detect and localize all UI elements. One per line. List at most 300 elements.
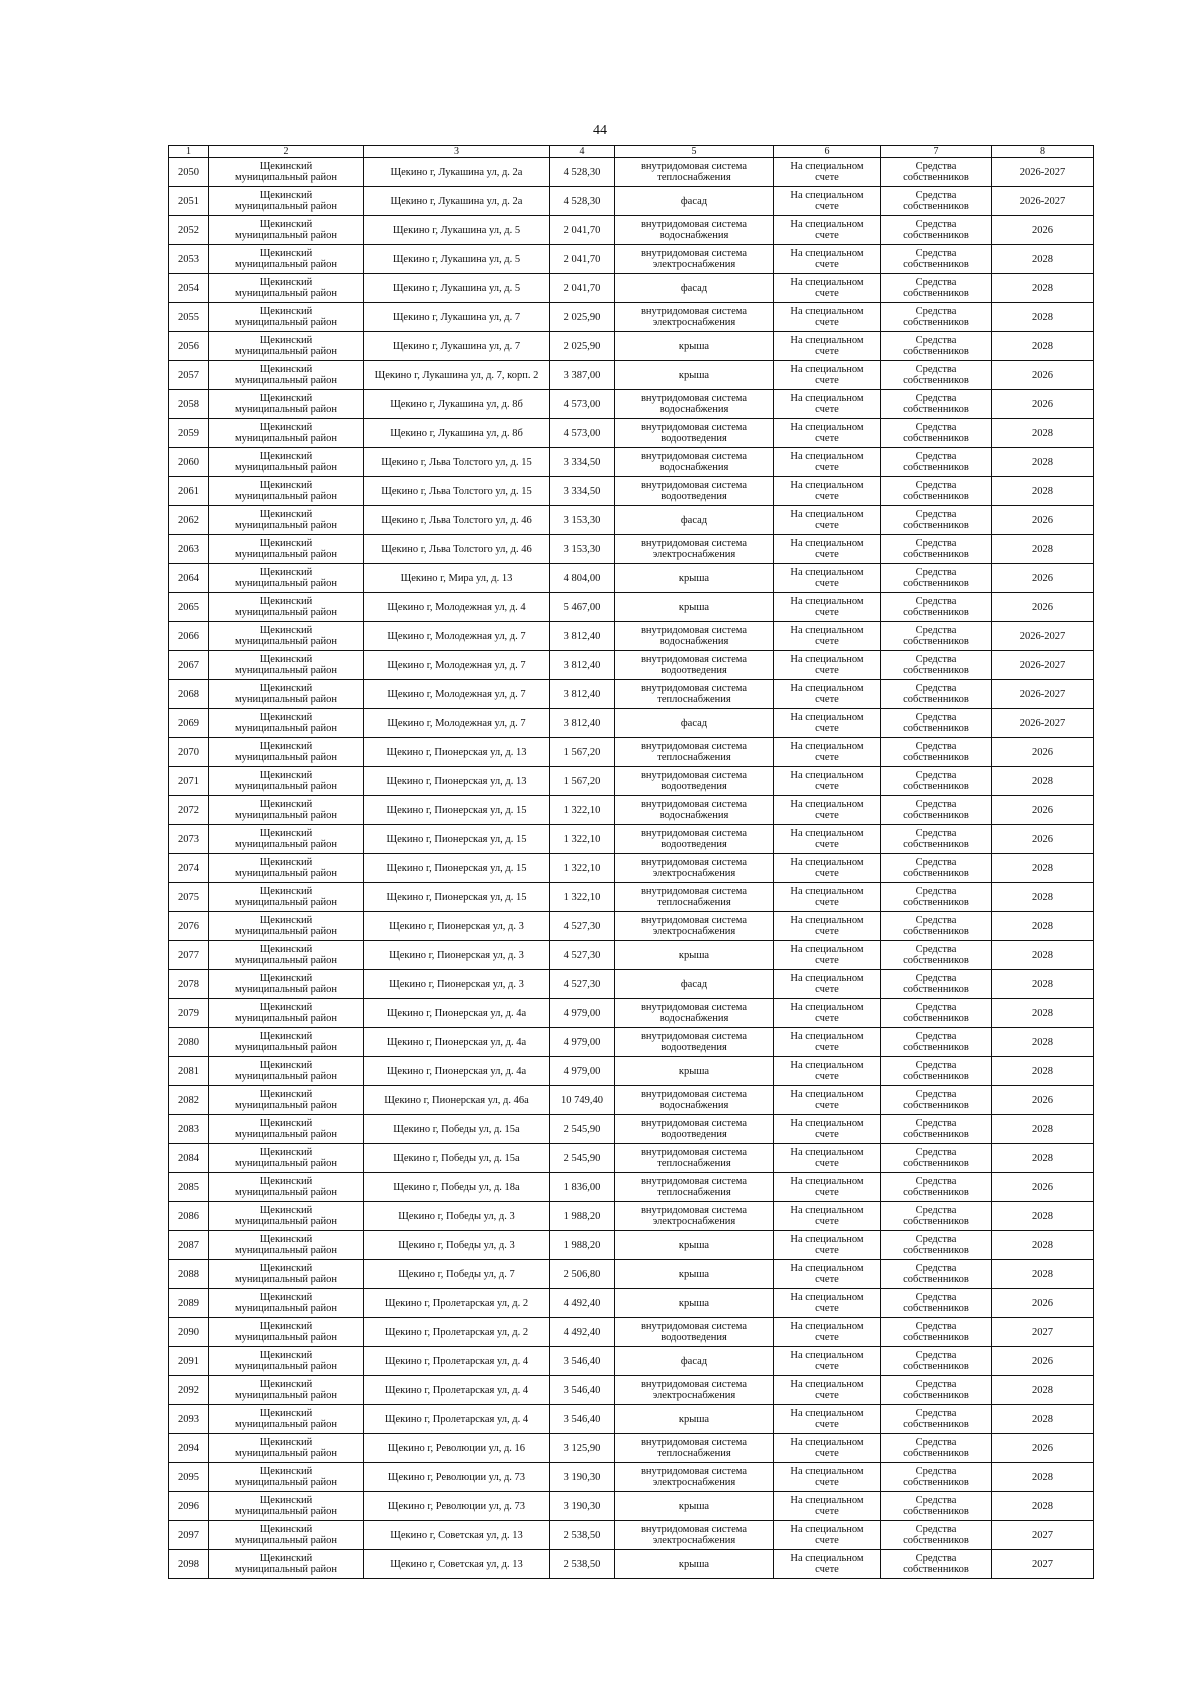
years-cell-text: 2028	[1032, 427, 1053, 439]
account-cell-text: На специальном	[790, 335, 864, 346]
funding-cell-text: собственников	[903, 404, 969, 415]
years-cell-text: 2026	[1032, 1355, 1053, 1367]
row-number	[169, 419, 209, 448]
years-cell-text: 2028	[1032, 1210, 1053, 1222]
district-cell-text: Щекинский	[259, 973, 313, 984]
row-number	[169, 1347, 209, 1376]
district-cell-text: Щекинский	[259, 596, 313, 607]
work-type-cell	[615, 535, 774, 564]
area-cell	[550, 825, 615, 854]
funding-cell	[881, 419, 992, 448]
funding-cell-text: собственников	[903, 520, 969, 531]
years-cell-text: 2028	[1032, 862, 1053, 874]
district-cell	[209, 709, 364, 738]
row-number	[169, 1144, 209, 1173]
account-cell	[774, 767, 881, 796]
account-cell-text: На специальном	[790, 219, 864, 230]
funding-cell-text: собственников	[903, 984, 969, 995]
funding-cell-text: Средства	[915, 567, 957, 578]
work-type-cell-text: внутридомовая система	[640, 1524, 748, 1535]
work-type-cell	[615, 332, 774, 361]
funding-cell-text: Средства	[915, 1205, 957, 1216]
row-number-text: 2057	[178, 369, 199, 381]
funding-cell	[881, 1492, 992, 1521]
area-cell-text: 1 322,10	[563, 804, 601, 816]
row-number-text: 2067	[178, 659, 199, 671]
account-cell-text: счете	[815, 288, 839, 299]
work-type-cell	[615, 825, 774, 854]
address-cell	[364, 1057, 550, 1086]
row-number-text: 2078	[178, 978, 199, 990]
funding-cell-text: Средства	[915, 1466, 957, 1477]
district-cell-text: Щекинский	[259, 306, 313, 317]
years-cell-text: 2026-2027	[1019, 630, 1066, 642]
address-cell-text: Щекино г, Пионерская ул, д. 15	[386, 891, 527, 903]
row-number-text: 2092	[178, 1384, 199, 1396]
work-type-cell	[615, 1463, 774, 1492]
district-cell	[209, 1231, 364, 1260]
address-cell	[364, 1550, 550, 1579]
funding-cell-text: Средства	[915, 683, 957, 694]
account-cell-text: На специальном	[790, 538, 864, 549]
table-row	[169, 332, 1094, 361]
work-type-cell-text: крыша	[678, 340, 710, 352]
district-cell-text: Щекинский	[259, 1292, 313, 1303]
address-cell	[364, 1028, 550, 1057]
work-type-cell	[615, 912, 774, 941]
district-cell	[209, 419, 364, 448]
funding-cell-text: Средства	[915, 1002, 957, 1013]
address-cell-text: Щекино г, Пионерская ул, д. 15	[386, 833, 527, 845]
row-number	[169, 1202, 209, 1231]
table-row	[169, 738, 1094, 767]
funding-cell-text: Средства	[915, 654, 957, 665]
district-cell	[209, 970, 364, 999]
area-cell	[550, 1057, 615, 1086]
account-cell	[774, 419, 881, 448]
funding-cell-text: Средства	[915, 1321, 957, 1332]
account-cell-text: На специальном	[790, 1408, 864, 1419]
area-cell-text: 4 492,40	[563, 1326, 601, 1338]
funding-cell-text: Средства	[915, 625, 957, 636]
area-cell	[550, 1202, 615, 1231]
district-cell	[209, 1057, 364, 1086]
table-row	[169, 883, 1094, 912]
row-number-text: 2050	[178, 166, 199, 178]
account-cell-text: На специальном	[790, 596, 864, 607]
funding-cell	[881, 622, 992, 651]
table-row	[169, 1521, 1094, 1550]
row-number-text: 2063	[178, 543, 199, 555]
row-number	[169, 245, 209, 274]
funding-cell-text: собственников	[903, 433, 969, 444]
work-type-cell	[615, 999, 774, 1028]
address-cell-text: Щекино г, Лукашина ул, д. 7, корп. 2	[374, 369, 539, 381]
table-row	[169, 303, 1094, 332]
address-cell-text: Щекино г, Льва Толстого ул, д. 15	[381, 485, 532, 497]
district-cell-text: Щекинский	[259, 219, 313, 230]
area-cell	[550, 448, 615, 477]
funding-cell	[881, 506, 992, 535]
work-type-cell-text: внутридомовая система	[640, 480, 748, 491]
funding-cell-text: собственников	[903, 636, 969, 647]
table-row	[169, 1289, 1094, 1318]
column-header: 8	[992, 146, 1094, 158]
district-cell	[209, 564, 364, 593]
funding-cell	[881, 825, 992, 854]
area-cell	[550, 187, 615, 216]
area-cell	[550, 941, 615, 970]
work-type-cell-text: внутридомовая система	[640, 683, 748, 694]
account-cell-text: На специальном	[790, 161, 864, 172]
work-type-cell-text: электроснабжения	[652, 926, 736, 937]
table-row	[169, 390, 1094, 419]
funding-cell-text: собственников	[903, 1477, 969, 1488]
funding-cell-text: собственников	[903, 926, 969, 937]
district-cell-text: муниципальный район	[234, 694, 338, 705]
years-cell-text: 2028	[1032, 1007, 1053, 1019]
table-row	[169, 1231, 1094, 1260]
district-cell-text: Щекинский	[259, 335, 313, 346]
area-cell	[550, 854, 615, 883]
work-type-cell-text: электроснабжения	[652, 549, 736, 560]
work-type-cell	[615, 1550, 774, 1579]
district-cell-text: муниципальный район	[234, 230, 338, 241]
table-row	[169, 245, 1094, 274]
account-cell-text: счете	[815, 1535, 839, 1546]
funding-cell	[881, 332, 992, 361]
funding-cell-text: Средства	[915, 1379, 957, 1390]
funding-cell	[881, 187, 992, 216]
column-header: 3	[364, 146, 550, 158]
years-cell-text: 2028	[1032, 775, 1053, 787]
district-cell	[209, 912, 364, 941]
work-type-cell-text: теплоснабжения	[657, 172, 731, 183]
funding-cell	[881, 448, 992, 477]
years-cell	[992, 1550, 1094, 1579]
work-type-cell	[615, 245, 774, 274]
district-cell-text: муниципальный район	[234, 1187, 338, 1198]
table-row	[169, 1028, 1094, 1057]
years-cell	[992, 506, 1094, 535]
area-cell-text: 3 190,30	[563, 1471, 601, 1483]
address-cell	[364, 1086, 550, 1115]
account-cell-text: счете	[815, 1564, 839, 1575]
table-row	[169, 1057, 1094, 1086]
row-number-text: 2069	[178, 717, 199, 729]
area-cell	[550, 1028, 615, 1057]
row-number-text: 2076	[178, 920, 199, 932]
address-cell-text: Щекино г, Льва Толстого ул, д. 46	[381, 543, 532, 555]
row-number	[169, 477, 209, 506]
district-cell	[209, 796, 364, 825]
table-row	[169, 1202, 1094, 1231]
funding-cell-text: Средства	[915, 828, 957, 839]
work-type-cell-text: водоотведения	[661, 1332, 727, 1343]
years-cell	[992, 593, 1094, 622]
area-cell-text: 3 153,30	[563, 514, 601, 526]
district-cell-text: муниципальный район	[234, 1100, 338, 1111]
funding-cell-text: Средства	[915, 161, 957, 172]
district-cell-text: муниципальный район	[234, 1506, 338, 1517]
row-number	[169, 970, 209, 999]
funding-cell-text: собственников	[903, 1042, 969, 1053]
account-cell-text: На специальном	[790, 1147, 864, 1158]
address-cell	[364, 216, 550, 245]
funding-cell-text: собственников	[903, 1187, 969, 1198]
district-cell-text: Щекинский	[259, 886, 313, 897]
account-cell-text: счете	[815, 1100, 839, 1111]
funding-cell-text: Средства	[915, 480, 957, 491]
funding-cell-text: собственников	[903, 607, 969, 618]
row-number	[169, 390, 209, 419]
account-cell	[774, 970, 881, 999]
district-cell-text: Щекинский	[259, 248, 313, 259]
work-type-cell	[615, 564, 774, 593]
work-type-cell	[615, 1057, 774, 1086]
work-type-cell	[615, 1405, 774, 1434]
address-cell	[364, 332, 550, 361]
table-row	[169, 158, 1094, 187]
district-cell-text: муниципальный район	[234, 549, 338, 560]
row-number-text: 2083	[178, 1123, 199, 1135]
area-cell	[550, 970, 615, 999]
years-cell-text: 2028	[1032, 1413, 1053, 1425]
account-cell	[774, 1086, 881, 1115]
years-cell-text: 2028	[1032, 949, 1053, 961]
district-cell	[209, 535, 364, 564]
district-cell	[209, 1028, 364, 1057]
district-cell-text: муниципальный район	[234, 1042, 338, 1053]
district-cell-text: муниципальный район	[234, 491, 338, 502]
column-header: 5	[615, 146, 774, 158]
years-cell-text: 2026	[1032, 224, 1053, 236]
funding-cell	[881, 970, 992, 999]
years-cell-text: 2028	[1032, 920, 1053, 932]
area-cell-text: 1 322,10	[563, 891, 601, 903]
account-cell-text: счете	[815, 1390, 839, 1401]
area-cell-text: 3 190,30	[563, 1500, 601, 1512]
account-cell-text: счете	[815, 607, 839, 618]
funding-cell-text: Средства	[915, 1350, 957, 1361]
district-cell-text: муниципальный район	[234, 897, 338, 908]
address-cell	[364, 1521, 550, 1550]
table-row	[169, 709, 1094, 738]
account-cell-text: счете	[815, 1013, 839, 1024]
work-type-cell	[615, 854, 774, 883]
page-number: 44	[593, 123, 607, 138]
address-cell	[364, 738, 550, 767]
row-number	[169, 651, 209, 680]
column-number-row	[169, 146, 1094, 158]
area-cell-text: 1 836,00	[563, 1181, 601, 1193]
account-cell	[774, 622, 881, 651]
address-cell-text: Щекино г, Мира ул, д. 13	[400, 572, 513, 584]
district-cell	[209, 1260, 364, 1289]
district-cell-text: муниципальный район	[234, 288, 338, 299]
account-cell	[774, 187, 881, 216]
row-number-text: 2065	[178, 601, 199, 613]
years-cell-text: 2028	[1032, 311, 1053, 323]
address-cell-text: Щекино г, Молодежная ул, д. 4	[387, 601, 526, 613]
work-type-cell-text: водоснабжения	[659, 636, 729, 647]
work-type-cell-text: водоснабжения	[659, 230, 729, 241]
district-cell	[209, 1463, 364, 1492]
area-cell	[550, 1550, 615, 1579]
address-cell-text: Щекино г, Советская ул, д. 13	[390, 1529, 523, 1541]
work-type-cell-text: внутридомовая система	[640, 741, 748, 752]
work-type-cell	[615, 1521, 774, 1550]
funding-cell-text: собственников	[903, 549, 969, 560]
work-type-cell	[615, 1144, 774, 1173]
address-cell	[364, 1492, 550, 1521]
years-cell	[992, 1173, 1094, 1202]
column-header: 2	[209, 146, 364, 158]
funding-cell-text: Средства	[915, 277, 957, 288]
account-cell-text: счете	[815, 810, 839, 821]
account-cell-text: счете	[815, 868, 839, 879]
work-type-cell	[615, 158, 774, 187]
funding-cell-text: собственников	[903, 1390, 969, 1401]
district-cell-text: Щекинский	[259, 741, 313, 752]
funding-cell	[881, 361, 992, 390]
funding-cell-text: собственников	[903, 897, 969, 908]
funding-cell	[881, 564, 992, 593]
work-type-cell	[615, 622, 774, 651]
district-cell	[209, 622, 364, 651]
district-cell-text: Щекинский	[259, 1205, 313, 1216]
account-cell-text: счете	[815, 433, 839, 444]
address-cell-text: Щекино г, Пролетарская ул, д. 4	[384, 1413, 529, 1425]
funding-cell-text: Средства	[915, 509, 957, 520]
address-cell	[364, 767, 550, 796]
funding-cell-text: Средства	[915, 190, 957, 201]
address-cell	[364, 158, 550, 187]
years-cell-text: 2026-2027	[1019, 688, 1066, 700]
account-cell	[774, 651, 881, 680]
work-type-cell-text: электроснабжения	[652, 317, 736, 328]
funding-cell-text: собственников	[903, 781, 969, 792]
district-cell-text: муниципальный район	[234, 433, 338, 444]
table-row	[169, 1173, 1094, 1202]
account-cell-text: На специальном	[790, 306, 864, 317]
area-cell-text: 4 527,30	[563, 978, 601, 990]
district-cell	[209, 767, 364, 796]
funding-cell-text: Средства	[915, 1524, 957, 1535]
district-cell	[209, 506, 364, 535]
table-row	[169, 506, 1094, 535]
years-cell-text: 2028	[1032, 456, 1053, 468]
account-cell-text: счете	[815, 462, 839, 473]
row-number-text: 2054	[178, 282, 199, 294]
funding-cell-text: собственников	[903, 1564, 969, 1575]
years-cell-text: 2027	[1032, 1326, 1053, 1338]
district-cell	[209, 303, 364, 332]
district-cell	[209, 448, 364, 477]
work-type-cell-text: фасад	[680, 282, 708, 294]
years-cell	[992, 1434, 1094, 1463]
area-cell-text: 1 988,20	[563, 1210, 601, 1222]
table-body	[169, 158, 1094, 1579]
row-number-text: 2090	[178, 1326, 199, 1338]
funding-cell-text: Средства	[915, 1292, 957, 1303]
account-cell-text: счете	[815, 1187, 839, 1198]
funding-cell	[881, 535, 992, 564]
area-cell-text: 4 979,00	[563, 1036, 601, 1048]
district-cell-text: Щекинский	[259, 654, 313, 665]
years-cell	[992, 912, 1094, 941]
funding-cell-text: Средства	[915, 1118, 957, 1129]
funding-cell	[881, 1028, 992, 1057]
account-cell-text: счете	[815, 230, 839, 241]
area-cell-text: 4 527,30	[563, 949, 601, 961]
work-type-cell-text: внутридомовая система	[640, 1118, 748, 1129]
district-cell-text: Щекинский	[259, 393, 313, 404]
work-type-cell	[615, 593, 774, 622]
years-cell-text: 2028	[1032, 1471, 1053, 1483]
account-cell	[774, 216, 881, 245]
funding-cell	[881, 941, 992, 970]
row-number-text: 2064	[178, 572, 199, 584]
work-type-cell	[615, 477, 774, 506]
funding-cell-text: собственников	[903, 1419, 969, 1430]
work-type-cell-text: фасад	[680, 717, 708, 729]
address-cell-text: Щекино г, Лукашина ул, д. 5	[392, 282, 521, 294]
district-cell-text: муниципальный район	[234, 1071, 338, 1082]
district-cell-text: Щекинский	[259, 1495, 313, 1506]
account-cell-text: На специальном	[790, 364, 864, 375]
account-cell	[774, 1028, 881, 1057]
area-cell	[550, 477, 615, 506]
work-type-cell-text: крыша	[678, 1297, 710, 1309]
work-type-cell	[615, 187, 774, 216]
work-type-cell-text: водоотведения	[661, 781, 727, 792]
table-row	[169, 796, 1094, 825]
address-cell-text: Щекино г, Лукашина ул, д. 8б	[390, 427, 523, 439]
district-cell	[209, 854, 364, 883]
account-cell-text: счете	[815, 1158, 839, 1169]
row-number-text: 2079	[178, 1007, 199, 1019]
account-cell-text: На специальном	[790, 422, 864, 433]
address-cell-text: Щекино г, Пионерская ул, д. 3	[389, 949, 524, 961]
address-cell-text: Щекино г, Пионерская ул, д. 15	[386, 804, 527, 816]
account-cell-text: счете	[815, 491, 839, 502]
years-cell	[992, 187, 1094, 216]
column-header: 1	[169, 146, 209, 158]
account-cell-text: счете	[815, 897, 839, 908]
work-type-cell-text: теплоснабжения	[657, 752, 731, 763]
district-cell	[209, 1347, 364, 1376]
account-cell-text: На специальном	[790, 1089, 864, 1100]
account-cell-text: счете	[815, 317, 839, 328]
district-cell-text: муниципальный район	[234, 1245, 338, 1256]
account-cell-text: На специальном	[790, 1350, 864, 1361]
account-cell-text: счете	[815, 1419, 839, 1430]
district-cell-text: Щекинский	[259, 1147, 313, 1158]
table-row	[169, 941, 1094, 970]
funding-cell	[881, 912, 992, 941]
row-number-text: 2094	[178, 1442, 199, 1454]
funding-cell-text: собственников	[903, 1448, 969, 1459]
district-cell-text: муниципальный район	[234, 259, 338, 270]
work-type-cell	[615, 419, 774, 448]
years-cell	[992, 448, 1094, 477]
row-number	[169, 709, 209, 738]
work-type-cell	[615, 651, 774, 680]
years-cell-text: 2026	[1032, 369, 1053, 381]
funding-cell-text: Средства	[915, 770, 957, 781]
district-cell-text: Щекинский	[259, 480, 313, 491]
